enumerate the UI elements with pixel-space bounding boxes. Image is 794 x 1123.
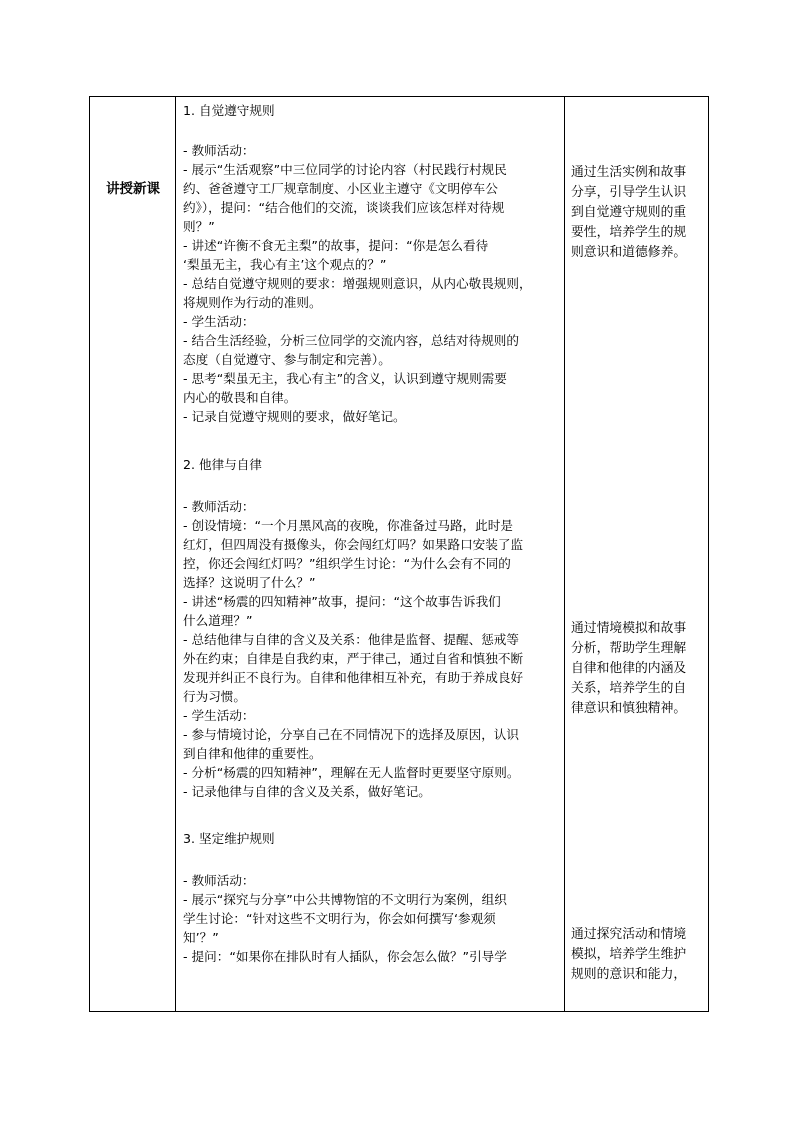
content-line: 3. 坚定维护规则 [183,831,275,846]
design-note-line: 自律和他律的内涵及 [571,661,687,676]
content-line: 控，你还会闯红灯吗？”组织学生讨论：“为什么会有不同的 [183,556,511,571]
content-line: 内心的敬畏和自律。 [183,390,297,405]
content-line: 行为习惯。 [183,689,246,704]
design-note-line: 分享，引导学生认识 [571,185,687,200]
content-line: - 思考“梨虽无主，我心有主”的含义，认识到遵守规则需要 [183,371,507,386]
content-line: 知’？” [183,930,219,945]
content-line: 则？” [183,219,215,234]
stage-label: 讲授新课 [106,181,160,197]
content-line: - 学生活动： [183,708,255,723]
content-line: - 总结自觉遵守规则的要求：增强规则意识，从内心敬畏规则， [183,276,532,291]
content-line: 什么道理？” [183,613,253,628]
lesson-table [89,96,709,1012]
design-note-line: 要性，培养学生的规 [571,225,687,240]
design-note-line: 通过生活实例和故事 [571,165,687,180]
design-note [571,163,706,263]
content-line: 红灯，但四周没有摄像头，你会闯红灯吗？如果路口安装了监 [183,537,524,552]
design-note-line: 则意识和道德修养。 [571,245,687,260]
design-note-line: 模拟，培养学生维护 [571,947,687,962]
design-note-line: 律意识和慎独精神。 [571,701,687,716]
content-line: 到自律和他律的重要性。 [183,746,322,761]
content-line: - 分析“杨震的四知精神”，理解在无人监督时更要坚守原则。 [183,765,520,780]
content-line: - 讲述“杨震的四知精神”故事，提问：“这个故事告诉我们 [183,594,501,609]
content-line: 约》），提问：“结合他们的交流，谈谈我们应该怎样对待规 [183,200,505,215]
content-line: - 记录他律与自律的含义及关系，做好笔记。 [183,784,431,799]
design-note-line: 关系，培养学生的自 [571,681,687,696]
content-line: 选择？这说明了什么？” [183,575,316,590]
content-line: - 记录自觉遵守规则的要求，做好笔记。 [183,409,406,424]
content-line: 2. 他律与自律 [183,457,262,472]
content-line: - 学生活动： [183,314,255,329]
design-note [571,925,706,985]
content-line: - 展示“生活观察”中三位同学的讨论内容（村民践行村规民 [183,162,507,177]
content-line: - 展示“探究与分享”中公共博物馆的不文明行为案例，组织 [183,892,507,907]
content-line: 约、爸爸遵守工厂规章制度、小区业主遵守《文明停车公 [183,181,498,196]
content-line: 态度（自觉遵守、参与制定和完善）。 [183,352,391,367]
content-line: - 参与情境讨论，分享自己在不同情况下的选择及原因，认识 [183,727,519,742]
content-line: - 结合生活经验，分析三位同学的交流内容，总结对待规则的 [183,333,519,348]
content-line: - 讲述“许衡不食无主梨”的故事，提问：“你是怎么看待 [183,238,489,253]
notes-column [565,97,708,1011]
design-note-line: 到自觉遵守规则的重 [571,205,687,220]
content-column [176,97,565,1011]
content-line: ‘梨虽无主，我心有主’这个观点的？” [183,257,387,272]
design-note [571,619,706,719]
design-note-line: 规则的意识和能力， [571,967,687,982]
content-line: 学生讨论：“针对这些不文明行为，你会如何撰写‘参观须 [183,911,496,926]
content-line: 外在约束；自律是自我约束，严于律己，通过自省和慎独不断 [183,651,524,666]
content-line: 将规则作为行动的准则。 [183,295,322,310]
content-line: 发现并纠正不良行为。自律和他律相互补充，有助于养成良好 [183,670,524,685]
content-line: - 创设情境：“一个月黑风高的夜晚，你准备过马路，此时是 [183,518,513,533]
content-line: - 提问：“如果你在排队时有人插队，你会怎么做？”引导学 [183,949,507,964]
content-line: - 总结他律与自律的含义及关系：他律是监督、提醒、惩戒等 [183,632,519,647]
design-note-line: 通过情境模拟和故事 [571,621,687,636]
content-line: - 教师活动： [183,143,255,158]
design-note-line: 分析，帮助学生理解 [571,641,687,656]
content-line: - 教师活动： [183,873,255,888]
design-note-line: 通过探究活动和情境 [571,927,687,942]
content-line: - 教师活动： [183,499,255,514]
content-line: 1. 自觉遵守规则 [183,103,275,118]
stage-column [90,97,176,1011]
